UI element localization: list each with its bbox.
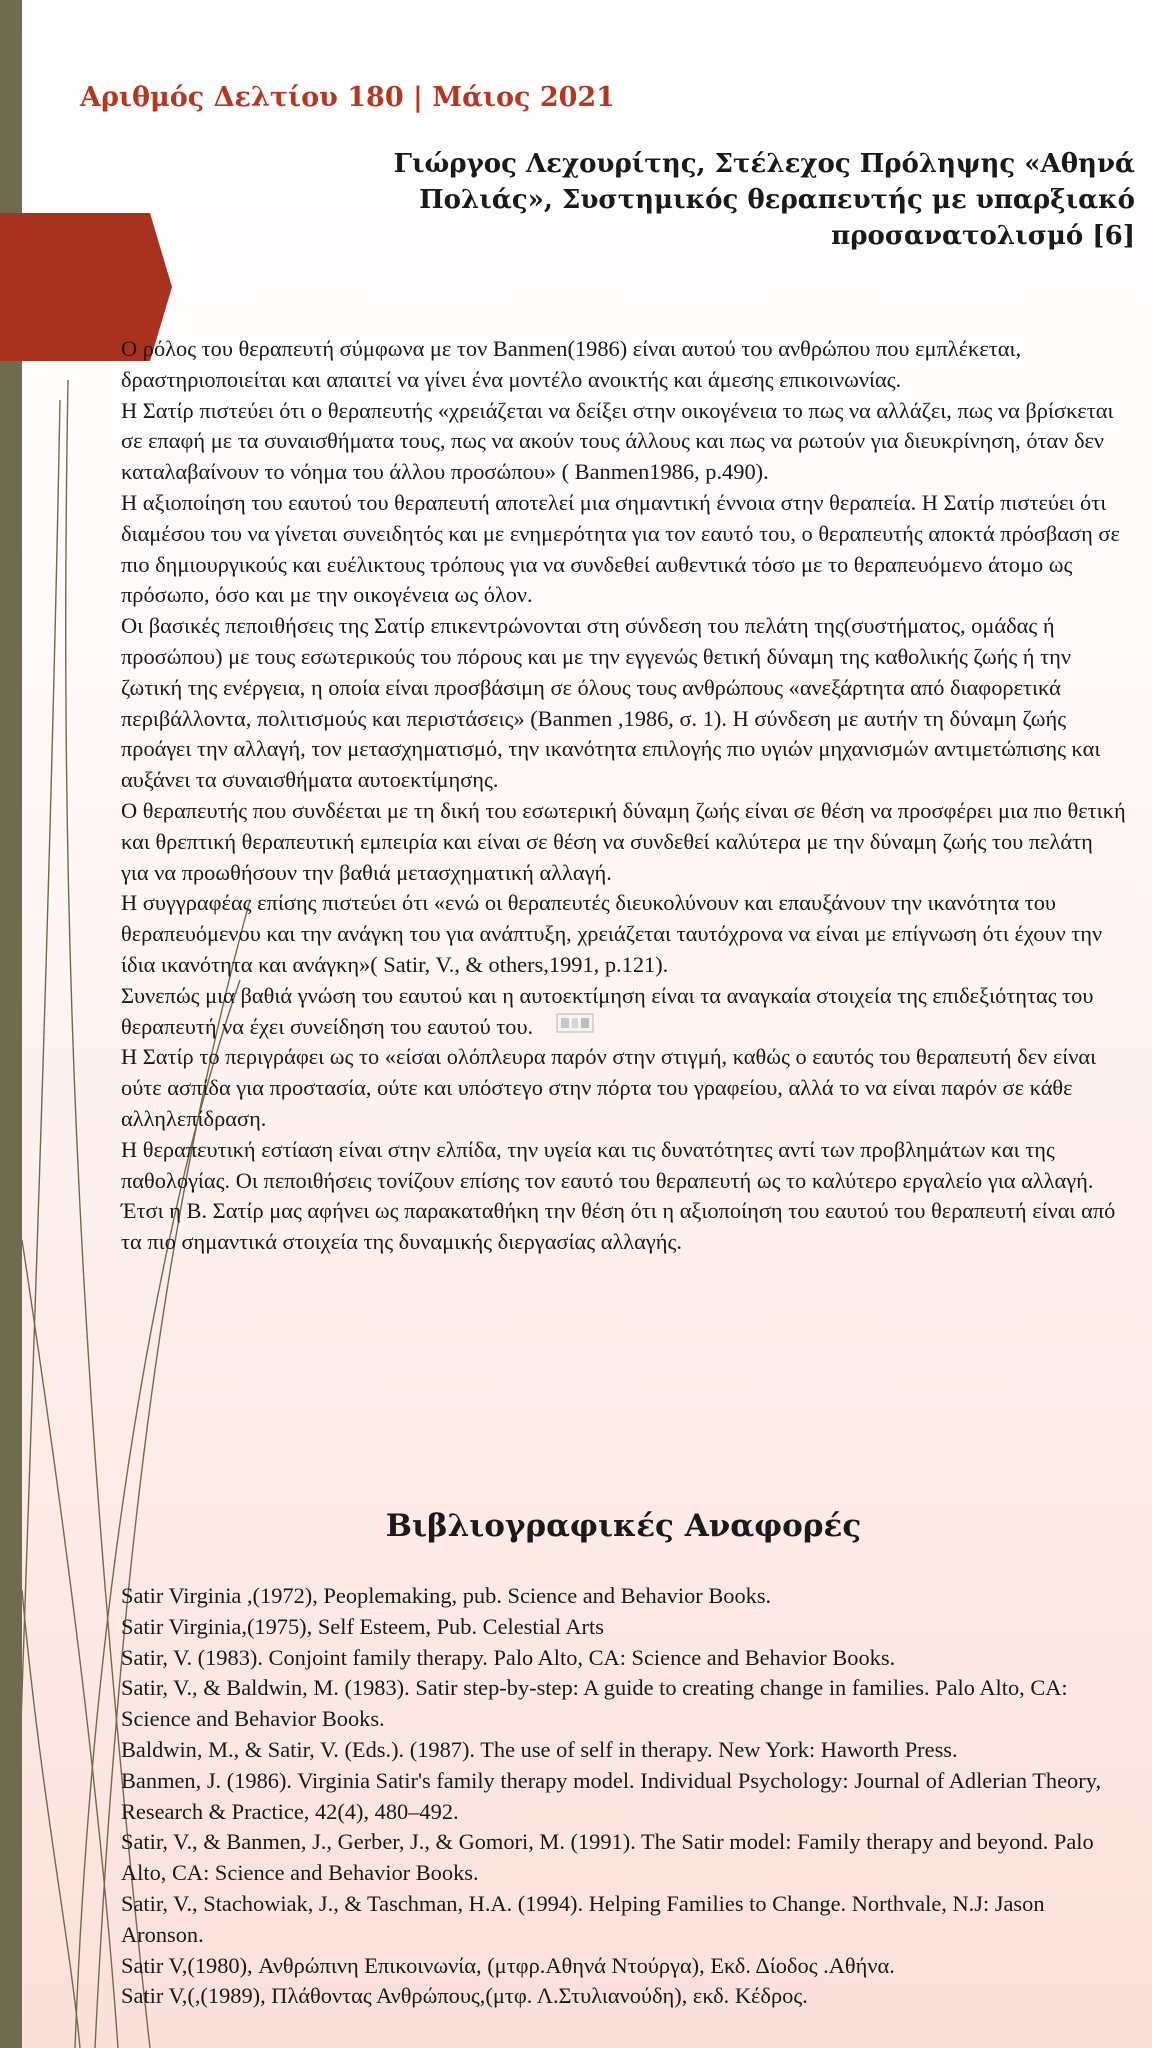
paragraph: Ο θεραπευτής που συνδέεται με τη δική του εσωτερική δύναμη ζωής είναι σε θέση να προσφέρει μια πιο θετική και θρεπτική θεραπευτική εμπειρία και είναι σε θέση να συνδεθεί καλύτερα με την δύναμη ζωής του πελάτη για να προωθήσουν την βαθιά μετασχηματική αλλαγή. xyxy=(121,797,1126,885)
references-title: Βιβλιογραφικές Αναφορές xyxy=(385,1508,862,1544)
small-image-icon xyxy=(556,1013,594,1033)
author-line: Πολιάς», Συστημικός θεραπευτής με υπαρξιακό xyxy=(419,185,1135,215)
bulletin-number: Αριθμός Δελτίου 180 | Μάιος 2021 xyxy=(80,82,615,113)
reference-item: Satir V,(1980), Ανθρώπινη Επικοινωνία, (μτφρ.Αθηνά Ντούργα), Εκδ. Δίοδος .Αθήνα. xyxy=(121,1952,895,1978)
reference-item: Satir, V., & Banmen, J., Gerber, J., & Gomori, M. (1991). The Satir model: Family therapy and beyond. Palo Alto, CA: Science and Behavior Books. xyxy=(121,1829,1094,1886)
reference-item: Satir Virginia,(1975), Self Esteem, Pub. Celestial Arts xyxy=(121,1613,604,1639)
reference-item: Satir Virginia ,(1972), Peoplemaking, pub. Science and Behavior Books. xyxy=(121,1583,772,1608)
paragraph: Ο ρόλος του θεραπευτή σύμφωνα με τον Banmen(1986) είναι αυτού του ανθρώπου που εμπλέκεται, δραστηριοποιείται και απαιτεί να γίνει ένα μοντέλο ανοικτής και άμεσης επικοινωνίας. xyxy=(121,336,1022,392)
paragraph: Η θεραπευτική εστίαση είναι στην ελπίδα, την υγεία και τις δυνατότητες αντί των προβλημάτων και της παθολογίας. Οι πεποιθήσεις τονίζουν επίσης τον εαυτό του θεραπευτή ως το καλύτερο εργαλείο για αλλαγή. xyxy=(121,1136,1094,1193)
paragraph: Η συγγραφέας επίσης πιστεύει ότι «ενώ οι θεραπευτές διευκολύνουν και επαυξάνουν την ικανότητα του θεραπευόμενου και την ανάγκη του για ανάπτυξη, χρειάζεται ταυτόχρονα να είναι με επίγνωση ότι έχουν την ίδια ικανότητα και ανάγκη»( Satir, V., & others,1991, p.121). xyxy=(121,890,1103,977)
reference-item: Satir, V. (1983). Conjoint family therapy. Palo Alto, CA: Science and Behavior Books. xyxy=(121,1644,896,1670)
reference-item: Satir, V., Stachowiak, J., & Taschman, H.A. (1994). Helping Families to Change. Northvale, N.J: Jason Aronson. xyxy=(121,1890,1045,1947)
references-list xyxy=(121,1581,1126,2012)
author-line: προσανατολισμό [6] xyxy=(831,221,1135,251)
paragraph: Η Σατίρ πιστεύει ότι ο θεραπευτής «χρειάζεται να δείξει στην οικογένεια το πως να αλλάζει, πως να βρίσκεται σε επαφή με τα συναισθήματα τους, πως να ακούν τους άλλους και πως να ρωτούν για διευκρίνηση, όταν δεν καταλαβαίνουν το νόημα του άλλου προσώπου» ( Banmen1986, p.490). xyxy=(121,397,1114,485)
reference-item: Baldwin, M., & Satir, V. (Eds.). (1987). The use of self in therapy. New York: Haworth Press. xyxy=(121,1736,958,1762)
article-body xyxy=(121,334,1126,1258)
reference-item: Satir, V., & Baldwin, M. (1983). Satir step-by-step: A guide to creating change in families. Palo Alto, CA: Science and Behavior Books. xyxy=(121,1675,1068,1732)
reference-item: Satir V,(,(1989), Πλάθοντας Ανθρώπους,(μτφ. Λ.Στυλιανούδη), εκδ. Κέδρος. xyxy=(121,1983,808,2009)
paragraph: Οι βασικές πεποιθήσεις της Σατίρ επικεντρώνονται στη σύνδεση του πελάτη της(συστήματος, ομάδας ή προσώπου) με τους εσωτερικούς του πόρους και με την εγγενώς θετική δύναμη της καθολικής ζωής ή την ζωτική της ενέργεια, η οποία είναι προσβάσιμη σε όλους τους ανθρώπους «ανεξάρτητα από διαφορετικά περιβάλλοντα, πολιτισμούς και περιστάσεις» (Banmen ,1986, σ. 1). Η σύνδεση με αυτήν τη δύναμη ζωής προάγει την αλλαγή, τον μετασχηματισμό, την ικανότητα επιλογής πιο υγιών μηχανισμών αντιμετώπισης και αυξάνει τα συναισθήματα αυτοεκτίμησης. xyxy=(121,613,1101,793)
paragraph: Έτσι η Β. Σατίρ μας αφήνει ως παρακαταθήκη την θέση ότι η αξιοποίηση του εαυτού του θεραπευτή είναι από τα πιο σημαντικά στοιχεία της δυναμικής διεργασίας αλλαγής. xyxy=(121,1198,1116,1255)
author-heading xyxy=(335,146,1135,254)
author-line: Γιώργος Λεχουρίτης, Στέλεχος Πρόληψης «Αθηνά xyxy=(393,149,1135,179)
paragraph: Η αξιοποίηση του εαυτού του θεραπευτή αποτελεί μια σημαντική έννοια στην θεραπεία. Η Σατίρ πιστεύει ότι διαμέσου του να γίνεται συνειδητός και με ενημερότητα για τον εαυτό του, ο θεραπευτής αποκτά πρόσβαση σε πιο δημιουργικούς και ευέλικτους τρόπους για να συνδεθεί αυθεντικά τόσο με το θεραπευόμενο άτομο ως πρόσωπο, όσο και με την οικογένεια ως όλον. xyxy=(121,489,1120,608)
reference-item: Banmen, J. (1986). Virginia Satir's family therapy model. Individual Psychology: Journal of Adlerian Theory, Research & Practice, 42(4), 480–492. xyxy=(121,1767,1102,1824)
paragraph: Η Σατίρ το περιγράφει ως το «είσαι ολόπλευρα παρόν στην στιγμή, καθώς ο εαυτός του θεραπευτή δεν είναι ούτε ασπίδα για προστασία, ούτε και υπόστεγο στην πόρτα του γραφείου, αλλά το να είναι παρόν σε κάθε αλληλεπίδραση. xyxy=(121,1044,1097,1131)
paragraph: Συνεπώς μια βαθιά γνώση του εαυτού και η αυτοεκτίμηση είναι τα αναγκαία στοιχεία της επιδεξιότητας του θεραπευτή να έχει συνείδηση του εαυτού του. xyxy=(121,982,1094,1039)
